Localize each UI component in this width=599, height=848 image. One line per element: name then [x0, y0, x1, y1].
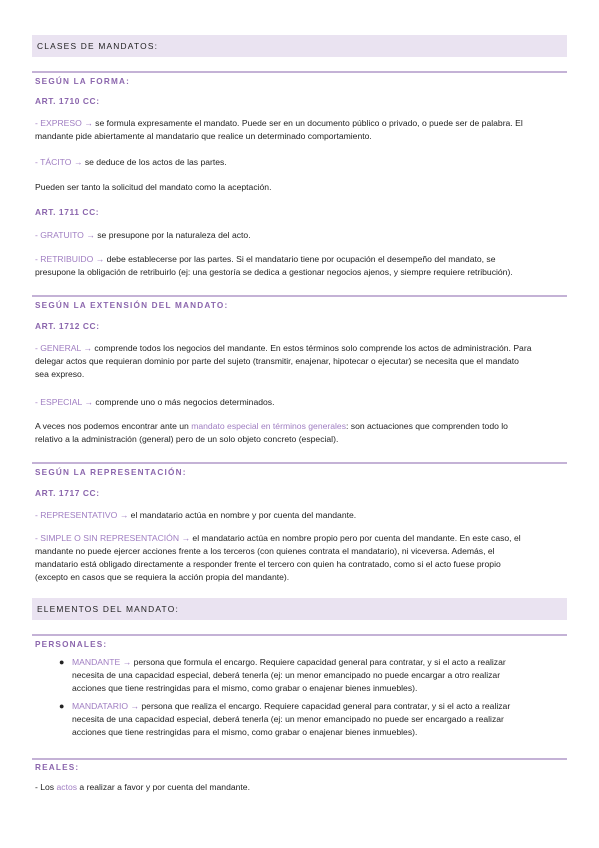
paragraph-expreso: - EXPRESO → se formula expresamente el mandato. Puede ser en un documento público o privado, o puede ser de palabra. El mandante pide abiertamente al mandatario que realice un determinado comportamiento. — [35, 118, 523, 142]
divider — [32, 295, 567, 297]
keyword-especial: - ESPECIAL — [35, 397, 82, 407]
list-item-mandante: MANDANTE → persona que formula el encargo. Requiere capacidad general para contratar, y si el acto a realizar necesita de una capacidad especial, deberá tenerla (ej: un menor emancipado no puede encargar a otro realizar acciones que tiene restringidas para el mismo, como grabar o enajenar bienes inmuebles). — [72, 657, 506, 694]
arrow-icon: → — [86, 230, 95, 240]
divider — [32, 71, 567, 73]
keyword-retribuido: - RETRIBUIDO — [35, 254, 94, 264]
article-1712: ART. 1712 CC: — [35, 321, 100, 331]
section-heading-elementos: ELEMENTOS DEL MANDATO: — [32, 598, 567, 620]
keyword-expreso: - EXPRESO — [35, 118, 82, 128]
arrow-icon: → — [119, 510, 129, 520]
keyword-tacito: - TÁCITO — [35, 157, 72, 167]
subheading-representacion: SEGÚN LA REPRESENTACIÓN: — [35, 468, 187, 477]
arrow-icon: → — [122, 657, 132, 667]
paragraph-simple: - SIMPLE O SIN REPRESENTACIÓN → el mandatario actúa en nombre propio pero por cuenta del mandante. En este caso, el mandante no puede ejercer acciones frente a los terceros (con quienes contrata el mandatario), ni viceversa. Además, el mandatario está obligado directamente a responder frente el tercero con quien ha contratado, como si el acto fuese propio (excepto en casos que se requiera la acción propia del mandante). — [35, 533, 521, 583]
keyword-mandatario: MANDATARIO — [72, 701, 129, 711]
article-1717: ART. 1717 CC: — [35, 488, 100, 498]
paragraph-pueden: Pueden ser tanto la solicitud del mandato como la aceptación. — [35, 182, 272, 192]
arrow-icon: → — [95, 254, 105, 264]
divider — [32, 758, 567, 760]
paragraph-mandato-especial-general: A veces nos podemos encontrar ante un mandato especial en términos generales: son actuaciones que comprenden todo lo relativo a la administración (general) pero de un solo objeto concreto (especial). — [35, 421, 508, 445]
paragraph-gratuito: - GRATUITO → se presupone por la naturaleza del acto. — [35, 230, 251, 240]
subheading-extension: SEGÚN LA EXTENSIÓN DEL MANDATO: — [35, 301, 229, 310]
keyword-mandante: MANDANTE — [72, 657, 121, 667]
subheading-forma: SEGÚN LA FORMA: — [35, 77, 131, 86]
article-1711: ART. 1711 CC: — [35, 207, 100, 217]
keyword-gratuito: - GRATUITO — [35, 230, 84, 240]
divider — [32, 462, 567, 464]
arrow-icon: → — [83, 343, 92, 353]
paragraph-reales: - Los actos a realizar a favor y por cuenta del mandante. — [35, 782, 250, 792]
paragraph-general: - GENERAL → comprende todos los negocios del mandante. En estos términos solo comprende los actos de administración. Para delegar actos que requieran dominio por parte del sujeto (transmitir, enajenar, hipotecar o ejecutar) se necesita que el mandato sea expreso. — [35, 343, 532, 380]
divider — [32, 634, 567, 636]
keyword-representativo: - REPRESENTATIVO — [35, 510, 118, 520]
keyword-general: - GENERAL — [35, 343, 82, 353]
subheading-reales: REALES: — [35, 763, 80, 772]
paragraph-especial: - ESPECIAL → comprende uno o más negocios determinados. — [35, 397, 275, 407]
bullet-icon: ● — [59, 657, 65, 667]
arrow-icon: → — [73, 157, 83, 167]
subheading-personales: PERSONALES: — [35, 640, 108, 649]
paragraph-tacito: - TÁCITO → se deduce de los actos de las partes. — [35, 157, 227, 167]
keyword-simple: - SIMPLE O SIN REPRESENTACIÓN — [35, 533, 180, 543]
arrow-icon: → — [84, 397, 93, 407]
bullet-icon: ● — [59, 701, 65, 711]
arrow-icon: → — [130, 701, 140, 711]
paragraph-representativo: - REPRESENTATIVO → el mandatario actúa en nombre y por cuenta del mandante. — [35, 510, 357, 520]
list-item-mandatario: MANDATARIO → persona que realiza el encargo. Requiere capacidad general para contratar, y si el acto a realizar necesita de una capacidad especial, deberá tenerla (ej: un menor emancipado no puede ser encargado a realizar acciones que tiene restringidas para el mismo, como grabar o enajenar bienes inmuebles). — [72, 701, 511, 738]
keyword-actos: actos — [56, 782, 78, 792]
keyword-mandato-especial: mandato especial en términos generales — [191, 421, 346, 431]
article-1710: ART. 1710 CC: — [35, 96, 100, 106]
arrow-icon: → — [84, 118, 93, 128]
section-heading-clases: CLASES DE MANDATOS: — [32, 35, 567, 57]
arrow-icon: → — [181, 533, 191, 543]
paragraph-retribuido: - RETRIBUIDO → debe establecerse por las partes. Si el mandatario tiene por ocupación el desempeño del mandato, se presupone la obligación de retribuirlo (ej: una gestoría se dedica a gestionar negocios ajenos, y siempre requiere retribución). — [35, 254, 513, 278]
